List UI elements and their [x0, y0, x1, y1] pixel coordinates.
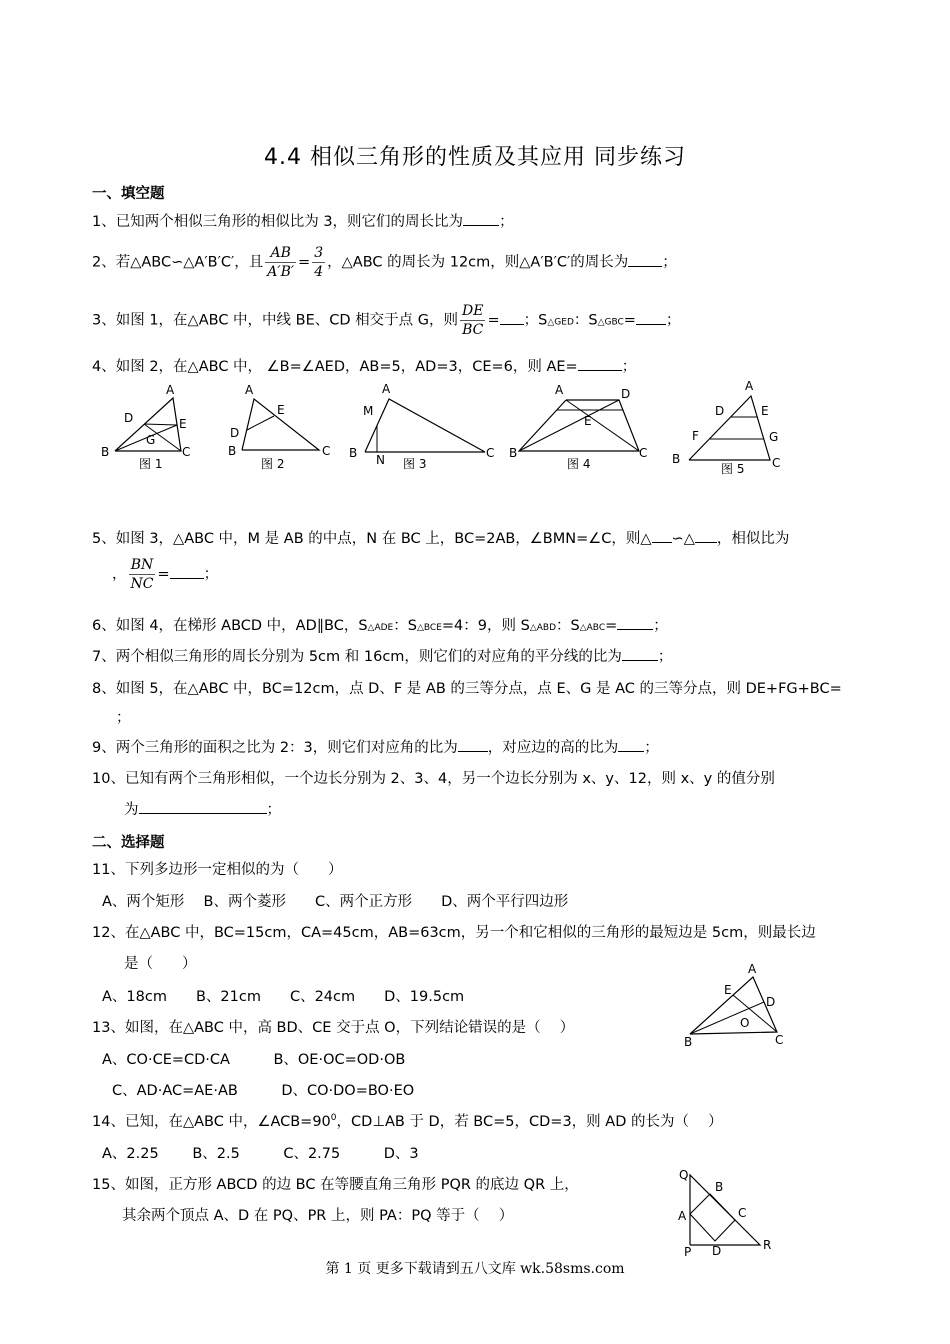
question-3-text: 3、如图 1，在△ABC 中，中线 BE、CD 相交于点 G，则 [92, 312, 459, 329]
answer-blank [652, 528, 672, 543]
svg-text:E: E [724, 983, 732, 997]
question-1 [92, 210, 514, 231]
answer-blank [622, 646, 658, 661]
question-15: 15、如图，正方形 ABCD 的边 BC 在等腰直角三角形 PQR 的底边 QR 上， [92, 1177, 579, 1193]
svg-text:D: D [766, 995, 776, 1009]
question-9: 9、两个三角形的面积之比为 2：3，则它们对应角的比为 ，对应边的高的比为 ； [92, 736, 659, 757]
svg-text:A: A [555, 383, 564, 397]
svg-text:B: B [349, 446, 358, 460]
answer-blank [139, 799, 267, 814]
svg-text:G: G [769, 430, 779, 444]
svg-text:C: C [639, 446, 648, 460]
answer-blank [170, 564, 204, 579]
svg-text:A: A [748, 962, 757, 976]
svg-text:B: B [684, 1035, 693, 1049]
question-14: 14、已知，在△ABC 中，$\angle ACB=90^0$，CD⊥AB 于 D，若 BC=5，CD=3，则 AD 的长为（ ） [92, 1113, 723, 1130]
svg-text:E: E [584, 414, 592, 428]
question-4-text: 4、如图 2，在△ABC 中， ∠B=∠AED，AB=5，AD=3，CE=6，则 AE= [92, 359, 578, 375]
question-11: 11、下列多边形一定相似的为（ ） [92, 862, 343, 878]
question-5: 5、如图 3，△ABC 中，M 是 AB 的中点，N 在 BC 上，BC=2AB，∠BMN=∠C，则△ ∽△ ，相似比为 [92, 527, 789, 548]
svg-text:C: C [775, 1033, 784, 1047]
answer-blank [636, 310, 666, 325]
svg-text:P: P [684, 1245, 692, 1259]
svg-text:图 1: 图 1 [139, 457, 163, 471]
svg-text:E: E [179, 417, 187, 431]
question-4: 4、如图 2，在△ABC 中， ∠B=∠AED，AB=5，AD=3，CE=6，则 AE= ； [92, 355, 636, 376]
question-15-cont: 其余两个顶点 A、D 在 PQ、PR 上，则 PA：PQ 等于（ ） [122, 1208, 514, 1224]
svg-text:M: M [363, 404, 374, 418]
question-1-text: 1、已知两个相似三角形的相似比为 3，则它们的周长比为 [92, 214, 464, 230]
fraction-de-over-bc: $\frac{DE}{BC}$ [462, 303, 484, 338]
question-14-text: 14、已知，在△ABC 中，∠ACB=90 [92, 1114, 331, 1130]
svg-text:D: D [124, 411, 134, 425]
answer-blank [695, 528, 717, 543]
question-7: 7、两个相似三角形的周长分别为 5cm 和 16cm，则它们的对应角的平分线的比为 ； [92, 645, 672, 666]
question-8-tail: ； [116, 710, 131, 726]
answer-blank [618, 737, 644, 752]
question-13-options-1: A、CO·CE=CD·CA B、OE·OC=OD·OB [102, 1052, 406, 1068]
section-fill-heading: 一、填空题 [92, 186, 165, 202]
figure-q13 [680, 960, 790, 1050]
svg-text:A: A [678, 1209, 687, 1223]
answer-blank [617, 615, 653, 630]
svg-text:B: B [228, 444, 237, 458]
figure-2 [228, 383, 330, 471]
answer-blank [500, 310, 524, 325]
section-choice-heading: 二、选择题 [92, 835, 165, 851]
fraction-3-over-4: $\frac{3}{4}$ [314, 245, 324, 280]
figure-5 [672, 379, 780, 476]
question-8 [92, 677, 842, 698]
svg-text:C: C [772, 456, 781, 470]
svg-text:A: A [245, 383, 254, 397]
figure-q15 [668, 1165, 778, 1260]
answer-blank [628, 252, 662, 267]
fraction-ab-over-a1b1: $\frac{AB}{A'B'}$ [267, 245, 295, 280]
svg-text:E: E [761, 404, 769, 418]
question-8-text: 8、如图 5，在△ABC 中，BC=12cm，点 D、F 是 AB 的三等分点，点 E、G 是 AC 的三等分点，则 DE+FG+BC= [92, 681, 842, 697]
svg-text:A: A [745, 379, 754, 393]
question-5-ratio: ， $\frac{BN}{NC}$ = ； [112, 557, 219, 592]
svg-text:B: B [101, 445, 110, 459]
question-3: 3、如图 1，在△ABC 中，中线 BE、CD 相交于点 G，则 $\frac{DE}{BC}$ = ；S△GED：S△GBC= ； [92, 303, 681, 338]
svg-text:A: A [382, 382, 391, 396]
svg-text:图 2: 图 2 [261, 457, 285, 471]
svg-text:D: D [230, 426, 240, 440]
question-9-text: 9、两个三角形的面积之比为 2：3，则它们对应角的比为 [92, 740, 458, 756]
question-5-text: 5、如图 3，△ABC 中，M 是 AB 的中点，N 在 BC 上，BC=2AB，∠BMN=∠C，则△ [92, 531, 652, 547]
page-footer: 第 1 页 更多下载请到五八文库 wk.58sms.com [325, 1261, 625, 1277]
answer-blank [578, 356, 622, 371]
question-11-options: A、两个矩形 B、两个菱形 C、两个正方形 D、两个平行四边形 [102, 894, 569, 910]
svg-text:B: B [509, 446, 518, 460]
svg-text:R: R [763, 1238, 772, 1252]
svg-text:D: D [621, 387, 631, 401]
question-6-text: 6、如图 4，在梯形 ABCD 中，AD∥BC，S [92, 618, 368, 634]
question-6: 6、如图 4，在梯形 ABCD 中，AD∥BC，S△ADE：S△BCE=4：9，则 S△ABD：S△ABC= ； [92, 614, 668, 635]
question-2: 2、若△ABC∽△A′B′C′，且 $\frac{AB}{A'B'}$ = $\frac{3}{4}$ ，△ABC 的周长为 12cm，则△A′B′C′的周长为 ； [92, 245, 677, 280]
svg-text:C: C [182, 445, 191, 459]
question-12-cont: 是（ ） [124, 956, 197, 972]
question-10-answer: 为 ； [124, 798, 281, 819]
svg-text:N: N [376, 453, 385, 467]
question-12: 12、在△ABC 中，BC=15cm，CA=45cm，AB=63cm，另一个和它相似的三角形的最短边是 5cm，则最长边 [92, 925, 816, 941]
svg-text:G: G [146, 433, 156, 447]
svg-text:O: O [740, 1016, 750, 1030]
figure-3 [349, 382, 494, 471]
svg-text:C: C [738, 1206, 747, 1220]
question-2-text: 2、若△ABC∽△A′B′C′，且 [92, 254, 264, 271]
svg-text:C: C [322, 444, 331, 458]
svg-text:E: E [277, 403, 285, 417]
svg-text:A: A [166, 383, 175, 397]
figure-4 [509, 383, 647, 471]
question-7-text: 7、两个相似三角形的周长分别为 5cm 和 16cm，则它们的对应角的平分线的比为 [92, 649, 622, 665]
svg-text:Q: Q [679, 1168, 689, 1182]
svg-text:B: B [672, 452, 681, 466]
svg-text:图 3: 图 3 [403, 457, 427, 471]
svg-text:F: F [692, 429, 699, 443]
question-12-options: A、18cm B、21cm C、24cm D、19.5cm [102, 989, 465, 1005]
svg-text:B: B [715, 1180, 724, 1194]
question-10: 10、已知有两个三角形相似，一个边长分别为 2、3、4，另一个边长分别为 x、y、12，则 x、y 的值分别 [92, 771, 775, 787]
figures-row [95, 378, 815, 478]
question-13: 13、如图，在△ABC 中，高 BD、CE 交于点 O，下列结论错误的是（ ） [92, 1020, 575, 1036]
svg-text:图 5: 图 5 [721, 462, 745, 476]
svg-text:D: D [712, 1244, 722, 1258]
semicolon: ； [499, 214, 514, 230]
svg-text:图 4: 图 4 [567, 457, 591, 471]
question-14-options: A、2.25 B、2.5 C、2.75 D、3 [102, 1146, 419, 1162]
fraction-bn-over-nc: $\frac{BN}{NC}$ [130, 557, 154, 592]
answer-blank [463, 211, 499, 226]
svg-text:C: C [486, 446, 495, 460]
question-13-options-2: C、AD·AC=AE·AB D、CO·DO=BO·EO [112, 1083, 415, 1099]
svg-text:D: D [715, 404, 725, 418]
page-title: 4.4 相似三角形的性质及其应用 同步练习 [264, 145, 686, 170]
answer-blank [458, 737, 488, 752]
figure-1 [101, 383, 190, 471]
